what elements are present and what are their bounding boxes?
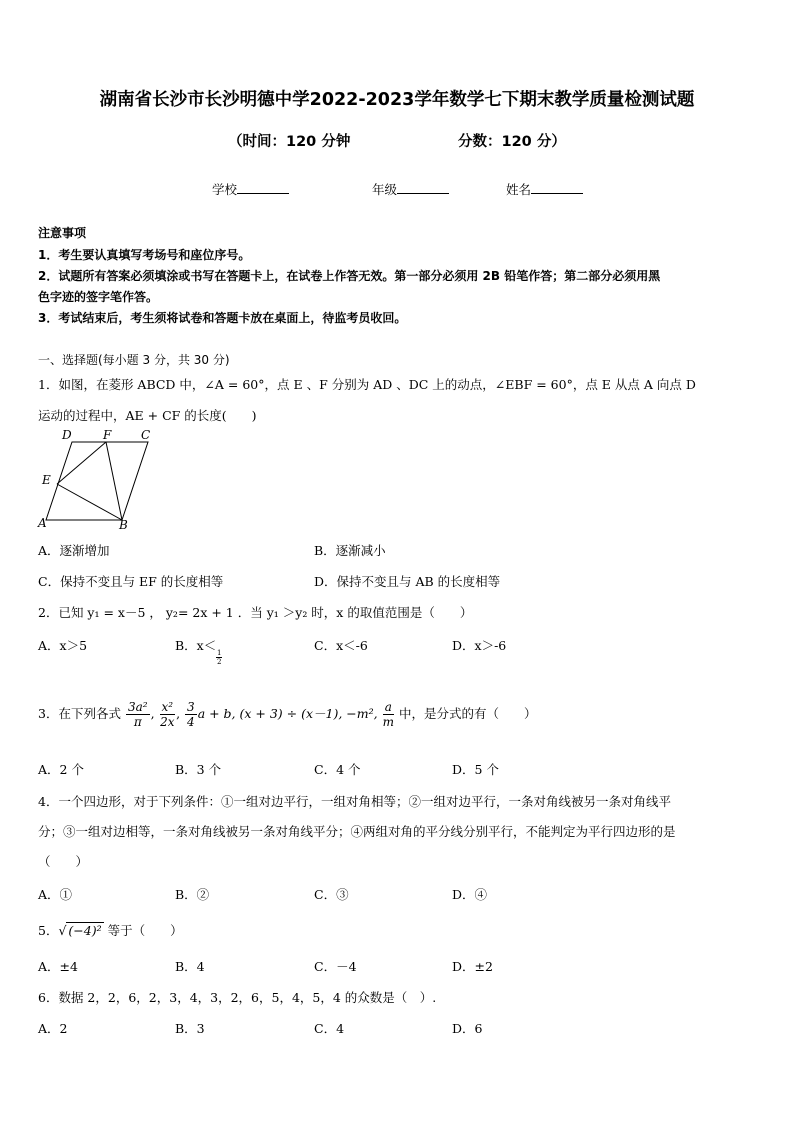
q6-option-c: C．4 [314,1021,345,1036]
q3-f2-num: x² [161,700,174,714]
q3-f4-den: m [382,715,394,729]
section-heading: 一、选择题(每小题 3 分，共 30 分) [38,353,230,367]
label-d: D [62,428,72,442]
q1-option-b: B．逐渐减小 [314,543,386,558]
q2-option-b [175,636,216,654]
q2-fraction-num: 1 [217,649,222,657]
q1-option-c: C．保持不变且与 EF 的长度相等 [38,574,224,589]
notice-item-3: 3．考试结束后，考生须将试卷和答题卡放在桌面上，待监考员收回。 [38,311,407,325]
q3-stem: 3．在下列各式 $\frac{\text{3a²}}{\pi}$ , $\frac{\text{x²}}{2x}$ , $\frac{3}{4}$ a + b, (x + 3) ÷ (x－1), −m², $\frac{a}{m}$ 中，是分式的有（ ） [38,700,537,729]
q5-option-b: B．4 [175,959,205,974]
notice-item-1: 1．考生要认真填写考场号和座位序号。 [38,248,251,262]
page-title: 湖南省长沙市长沙明德中学2022-2023学年数学七下期末教学质量检测试题 [99,90,695,110]
q4-option-d: D．④ [452,887,488,902]
label-a: A [38,516,47,530]
exam-time: （时间：120 分钟 [228,134,351,150]
q6-option-b: B．3 [175,1021,205,1036]
grade-field [372,180,449,198]
name-field [506,180,583,198]
q3-f3-num: 3 [187,700,195,714]
segment-ef [57,442,106,484]
q3-f3-den: 4 [187,715,195,729]
q3-option-c: C．4 个 [314,762,361,777]
q3-post: 中，是分式的有（ ） [398,706,537,721]
q5-option-a: A．±4 [38,959,78,974]
q6-stem: 6．数据 2，2，6，2，3，4，3，2，6，5，4，5，4 的众数是（ ）. [38,990,437,1005]
q1-option-d: D．保持不变且与 AB 的长度相等 [314,574,501,589]
notice-heading: 注意事项 [38,226,87,240]
q3-fraction-1 [126,700,150,729]
q5-option-c: C．－4 [314,959,357,974]
rhombus-figure [34,426,164,532]
q3-pre: 3．在下列各式 [38,706,121,721]
school-blank [237,181,289,194]
notice-item-2: 2．试题所有答案必须填涂或书写在答题卡上，在试卷上作答无效。第一部分必须用 2B 铅笔作答；第二部分必须用黑 [38,269,661,283]
q3-f1-num: 3a² [127,700,148,714]
label-c: C [141,428,151,442]
q4-option-b: B．② [175,887,210,902]
q3-fraction-4 [383,700,394,729]
q1-stem-line2: 运动的过程中，AE + CF 的长度( ) [38,408,257,423]
name-blank [531,181,583,194]
q3-option-d: D．5 个 [452,762,499,777]
q3-f1-den: π [133,715,142,729]
q4-option-c: C．③ [314,887,349,902]
q3-fraction-2 [160,700,176,729]
q5-post: 等于（ ） [107,923,183,938]
school-label: 学校 [212,182,238,197]
grade-blank [397,181,449,194]
q4-stem-line3: （ ） [38,854,89,869]
q3-f4-num: a [383,700,394,715]
label-b: B [119,518,128,532]
radical-sign-icon: √ [58,923,67,938]
q3-fraction-3 [185,700,197,729]
q4-option-a: A．① [38,887,73,902]
segment-eb [57,484,122,520]
q3-f2-den: 2x [160,715,175,729]
q5-radicand: (−4)² [68,923,102,938]
q3-mid: a + b, (x + 3) ÷ (x－1), −m², [197,706,378,721]
q6-option-a: A．2 [38,1021,68,1036]
label-e: E [42,473,51,487]
name-label: 姓名 [506,182,532,197]
notice-item-2-cont: 色字迹的签字笔作答。 [38,290,159,304]
q1-option-a: A．逐渐增加 [38,543,110,558]
school-field [212,180,289,198]
q2-option-b-text: B．x＜ [175,638,217,653]
q1-stem-line1: 1．如图，在菱形 ABCD 中，∠A = 60°，点 E 、F 分别为 AD 、DC 上的动点，∠EBF = 60°，点 E 从点 A 向点 D [38,377,696,392]
q2-stem: 2．已知 y₁ = x－5 ， y₂= 2x + 1 ．当 y₁ ＞y₂ 时，x 的取值范围是（ ） [38,605,473,620]
q5-option-d: D．±2 [452,959,493,974]
q3-option-b: B．3 个 [175,762,222,777]
q5-pre: 5． [38,923,59,938]
label-f: F [103,428,112,442]
q4-stem-line1: 4．一个四边形，对于下列条件：①一组对边平行，一组对角相等；②一组对边平行，一条对角线被另一条对角线平 [38,794,671,809]
q4-stem-line2: 分；③一组对边相等，一条对角线被另一条对角线平分；④两组对角的平分线分别平行，不能判定为平行四边形的是 [38,824,676,839]
q5-stem [38,921,183,939]
exam-score: 分数：120 分） [458,134,566,150]
q2-fraction-den: 2 [217,658,222,666]
q2-option-c: C．x＜-6 [314,638,368,653]
q2-option-d: D．x＞-6 [452,638,507,653]
q3-option-a: A．2 个 [38,762,84,777]
grade-label: 年级 [372,182,398,197]
rhombus-abcd [46,442,148,520]
q2-option-b-fraction [216,649,222,666]
segment-fb [106,442,122,520]
q6-option-d: D．6 [452,1021,483,1036]
q2-option-a: A．x＞5 [38,638,88,653]
